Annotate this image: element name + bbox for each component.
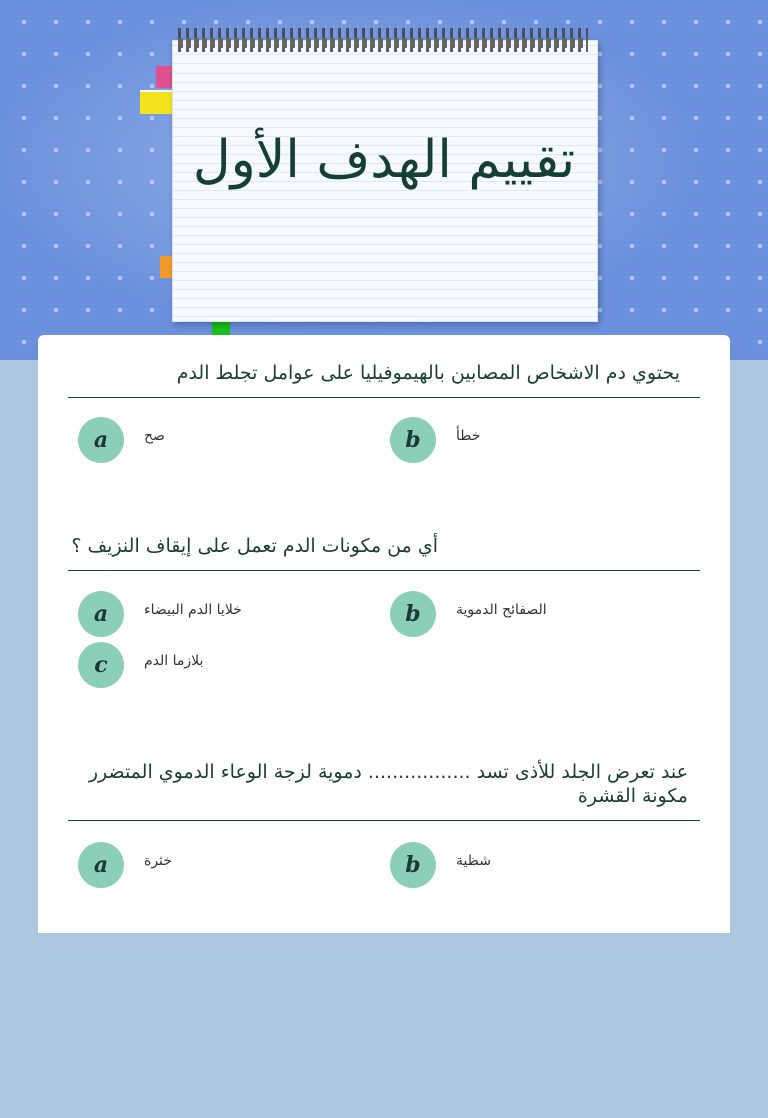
question-1-divider <box>68 397 700 398</box>
quiz-card <box>38 335 730 933</box>
option-letter-badge: a <box>78 591 124 637</box>
option-letter-badge: a <box>78 842 124 888</box>
question-3-option-b[interactable] <box>380 842 680 888</box>
question-1 <box>68 361 700 398</box>
option-letter-badge: b <box>390 417 436 463</box>
question-1-option-a[interactable] <box>68 417 368 463</box>
option-label: بلازما الدم <box>144 653 204 669</box>
question-2 <box>68 534 700 571</box>
option-letter-badge: a <box>78 417 124 463</box>
question-1-option-b[interactable] <box>380 417 680 463</box>
page-title: تقييم الهدف الأول <box>192 130 576 190</box>
question-2-option-a[interactable] <box>68 591 368 637</box>
question-3-divider <box>68 820 700 821</box>
option-label: خلايا الدم البيضاء <box>144 602 242 618</box>
question-3-text: عند تعرض الجلد للأذى تسد ................. دموية لزجة الوعاء الدموي المتضرر مكونة القشرة <box>88 761 688 807</box>
option-label: شظية <box>456 853 491 869</box>
question-3-option-a[interactable] <box>68 842 368 888</box>
option-letter-badge: b <box>390 842 436 888</box>
question-3 <box>68 760 700 821</box>
option-label: صح <box>144 428 165 444</box>
notebook-tab-yellow <box>140 90 176 114</box>
option-letter-badge: c <box>78 642 124 688</box>
option-letter-badge: b <box>390 591 436 637</box>
question-2-text: أي من مكونات الدم تعمل على إيقاف النزيف ؟ <box>71 535 438 557</box>
question-1-text: يحتوي دم الاشخاص المصابين بالهيموفيليا على عوامل تجلط الدم <box>176 362 680 384</box>
option-label: الصفائح الدموية <box>456 602 547 618</box>
option-label: خطأ <box>456 428 481 444</box>
question-2-option-b[interactable] <box>380 591 680 637</box>
question-2-divider <box>68 570 700 571</box>
question-2-option-c[interactable] <box>68 642 368 688</box>
option-label: خثرة <box>144 853 172 869</box>
notebook-spiral-rings <box>178 38 588 48</box>
